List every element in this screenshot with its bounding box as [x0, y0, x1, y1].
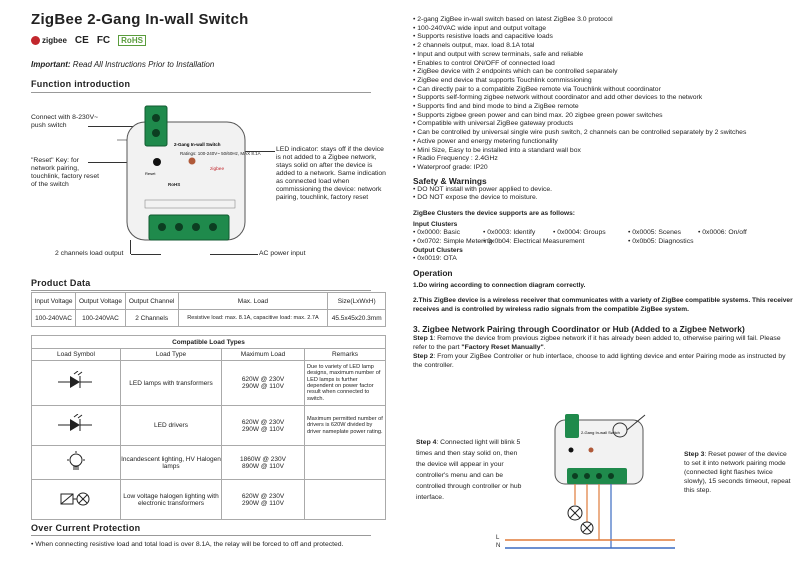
- table-header: Load Symbol: [32, 349, 121, 361]
- table-header: Load Type: [121, 349, 222, 361]
- table-cell: [222, 361, 305, 406]
- reset-key-label: "Reset" Key: for network pairing, touchlink, factory reset of the switch: [31, 157, 99, 188]
- list-item: • Supports find and bind mode to bind a ZigBee remote: [413, 103, 793, 112]
- wire-l-label: L: [496, 535, 500, 541]
- input-clusters-row: [413, 229, 793, 238]
- led-lamp-icon: [56, 371, 96, 393]
- table-header: Remarks: [305, 349, 386, 361]
- cluster-item: • 0x0019: OTA: [413, 255, 793, 264]
- step-text: : Reset power of the device to set it into network pairing mode (connected light flashes twice slowly), 15 seconds timeout, repeat this step.: [684, 451, 791, 494]
- list-item: • DO NOT expose the device to moisture.: [413, 194, 793, 203]
- table-header-row: [32, 293, 386, 310]
- table-cell: Low voltage halogen lighting with electronic transformers: [121, 480, 222, 520]
- table-header: Output Voltage: [76, 293, 126, 310]
- important-label: Important:: [31, 60, 71, 69]
- bulb-icon: [64, 450, 88, 474]
- table-cell: Due to variety of LED lamp designs, maximum number of LED lamps is further dependent on power factor result when connected to switch.: [305, 361, 386, 406]
- table-cell: 100-240VAC: [32, 310, 76, 327]
- list-item: • DO NOT install with power applied to device.: [413, 186, 793, 195]
- device-zigbee: zigbee: [210, 167, 225, 172]
- output-clusters-label: Output Clusters: [413, 247, 463, 255]
- led-indicator-label: LED indicator: stays off if the device is not added to a Zigbee network, stays solid on after the device is added to a network. Same indication as connected load when commissioning the device: network pairing, touchlink, factory reset: [276, 146, 386, 201]
- table-row: [32, 480, 386, 520]
- list-item: • Supports zigbee green power and can bind max. 20 zigbee green power switches: [413, 112, 793, 121]
- max-load: 620W @ 230V: [241, 492, 285, 500]
- table-cell: LED lamps with transformers: [121, 361, 222, 406]
- step-text: : Connected light will blink 5 times and then stay solid on, then the device will appear in your controller's menu and can be controlled through controller or hub interface.: [416, 439, 522, 501]
- leader-line: [130, 240, 131, 254]
- svg-text:2-Gang In-wall Switch: 2-Gang In-wall Switch: [581, 430, 620, 435]
- step-label: Step 4: [416, 439, 437, 446]
- table-cell: Maximum permitted number of drivers is 620W divided by driver nameplate power rating.: [305, 406, 386, 446]
- list-item: • Mini Size, Easy to be installed into a standard wall box: [413, 147, 793, 156]
- pairing-step-1: [413, 334, 793, 352]
- cluster-item: • 0x0003: Identify: [483, 229, 553, 238]
- list-item: • Radio Frequency : 2.4GHz: [413, 155, 793, 164]
- clusters-heading: ZigBee Clusters the device supports are as follows:: [413, 210, 575, 218]
- table-cell: [305, 446, 386, 480]
- important-text: Read All Instructions Prior to Installation: [70, 60, 215, 69]
- table-row: [32, 361, 386, 406]
- table-cell: LED drivers: [121, 406, 222, 446]
- list-item: • Waterproof grade: IP20: [413, 164, 793, 173]
- table-cell: [222, 446, 305, 480]
- table-row: [32, 406, 386, 446]
- led-driver-symbol: [32, 406, 121, 446]
- table-cell: 100-240VAC: [76, 310, 126, 327]
- cluster-item: • 0x0000: Basic: [413, 229, 483, 238]
- svg-text:2-Gang In-wall Switch: 2-Gang In-wall Switch: [174, 142, 221, 147]
- list-item: • Supports resistive loads and capacitive loads: [413, 33, 793, 42]
- step-label: Step 2: [413, 353, 434, 361]
- max-load: 620W @ 230V: [241, 418, 285, 426]
- product-data-heading: Product Data: [31, 278, 91, 288]
- cluster-item: • 0x0004: Groups: [553, 229, 628, 238]
- table-header-row: [32, 349, 386, 361]
- divider: [31, 92, 371, 93]
- table-row: [32, 446, 386, 480]
- input-clusters-label: Input Clusters: [413, 221, 458, 229]
- device-spec: Ratings: 100-240V~ 50/60Hz, MAX 8.1A: [180, 151, 261, 156]
- important-note: [31, 60, 214, 69]
- operation-step-1: 1.Do wiring according to connection diagram correctly.: [413, 282, 586, 290]
- table-cell: 2 Channels: [125, 310, 178, 327]
- operation-heading: Operation: [413, 268, 453, 279]
- right-column: [413, 16, 793, 370]
- pairing-heading: 3. Zigbee Network Pairing through Coordinator or Hub (Added to a Zigbee Network): [413, 324, 745, 335]
- page-title: ZigBee 2-Gang In-wall Switch: [31, 11, 249, 28]
- ac-input-label: AC power input: [259, 250, 306, 257]
- halogen-transformer-icon: [59, 488, 93, 510]
- certification-logos: [31, 35, 146, 46]
- cluster-item: • 0x0005: Scenes: [628, 229, 698, 238]
- step-label: Step 3: [684, 451, 705, 458]
- device-rohs: RoHS: [168, 182, 181, 187]
- max-load: 290W @ 110V: [242, 383, 284, 390]
- table-cell: 45.5x45x20.3mm: [328, 310, 386, 327]
- cluster-item: • 0x0006: On/off: [698, 229, 747, 238]
- ce-logo: CE: [74, 35, 89, 46]
- list-item: • Input and output with screw terminals, safe and reliable: [413, 51, 793, 60]
- max-load: 890W @ 110V: [242, 462, 284, 470]
- list-item: • Compatible with universal ZigBee gateway products: [413, 120, 793, 129]
- step-text: : From your ZigBee Controller or hub interface, choose to add lighting device and enter Pairing mode as instructed by the controller.: [413, 353, 786, 370]
- step-text: .: [543, 344, 546, 352]
- step-bold-text: "Factory Reset Manually": [461, 344, 544, 352]
- table-cell: [305, 480, 386, 520]
- list-item: • 2-gang ZigBee in-wall switch based on latest ZigBee 3.0 protocol: [413, 16, 793, 25]
- incandescent-symbol: [32, 446, 121, 480]
- zigbee-logo: [31, 36, 67, 45]
- operation-step-2: 2.This ZigBee device is a wireless receiver that communicates with a variety of ZigBee compatible systems. This receiver receives and is controlled by wireless radio signals from the compatible ZigBee system.: [413, 297, 793, 314]
- max-load: 290W @ 110V: [242, 499, 284, 507]
- over-current-text: • When connecting resistive load and total load is over 8.1A, the relay will be forced to off and protected.: [31, 541, 343, 550]
- fc-logo: FC: [96, 35, 111, 46]
- list-item: • Enables to control ON/OFF of connected load: [413, 60, 793, 69]
- table-header: Size(LxWxH): [328, 293, 386, 310]
- table-header: Output Channel: [125, 293, 178, 310]
- list-item: • ZigBee device with 2 endpoints which can be controlled separately: [413, 68, 793, 77]
- table-cell: [222, 480, 305, 520]
- table-header: Max. Load: [178, 293, 328, 310]
- leader-line: [131, 254, 161, 255]
- cluster-item: • 0x0b04: Electrical Measurement: [483, 238, 628, 247]
- list-item: • 2 channels output, max. load 8.1A total: [413, 42, 793, 51]
- table-row: [32, 310, 386, 327]
- push-switch-label: Connect with 8-230V~ push switch: [31, 114, 99, 129]
- table-caption-row: [32, 336, 386, 349]
- wire-n-label: N: [496, 543, 501, 549]
- zigbee-logo-text: zigbee: [42, 36, 67, 45]
- cluster-item: • 0x0702: Simple Metering: [413, 238, 483, 247]
- wiring-diagram: [495, 410, 680, 560]
- device-illustration: [117, 100, 252, 270]
- max-load: 290W @ 110V: [242, 425, 284, 433]
- table-header: Maximum Load: [222, 349, 305, 361]
- table-caption: Compatible Load Types: [32, 336, 386, 349]
- table-header: Input Voltage: [32, 293, 76, 310]
- table-cell: [222, 406, 305, 446]
- list-item: • Active power and energy metering functionality: [413, 138, 793, 147]
- divider: [31, 290, 371, 291]
- list-item: • ZigBee end device that supports Touchlink commissioning: [413, 77, 793, 86]
- load-output-label: 2 channels load output: [55, 250, 124, 257]
- over-current-heading: Over Current Protection: [31, 523, 141, 533]
- list-item: • Can directly pair to a compatible ZigBee remote via Touchlink without coordinator: [413, 86, 793, 95]
- list-item: • 100-240VAC wide input and output voltage: [413, 25, 793, 34]
- halogen-transformer-symbol: [32, 480, 121, 520]
- step-label: Step 1: [413, 335, 434, 343]
- zigbee-icon: [31, 36, 40, 45]
- svg-text:Reset: Reset: [145, 171, 156, 176]
- step-text: : Remove the device from previous zigbee network if it has already been added to, otherwise pairing will fail. Please refer to the part: [413, 335, 781, 352]
- safety-heading: Safety & Warnings: [413, 175, 487, 186]
- cluster-item: • 0x0b05: Diagnostics: [628, 238, 694, 247]
- table-cell: Incandescent lighting, HV Halogen lamps: [121, 446, 222, 480]
- divider: [31, 535, 371, 536]
- rohs-logo: RoHS: [118, 35, 146, 46]
- max-load: 620W @ 230V: [241, 376, 285, 383]
- max-load: 1860W @ 230V: [240, 455, 286, 463]
- load-types-table: [31, 335, 386, 520]
- pairing-step-3: [684, 450, 794, 495]
- input-clusters-row: [413, 238, 793, 247]
- led-transformer-symbol: [32, 361, 121, 406]
- list-item: • Can be controlled by universal single wire push switch, 2 channels can be controlled separately by 2 switches: [413, 129, 793, 138]
- pairing-step-2: [413, 352, 793, 370]
- feature-list: [413, 16, 793, 173]
- list-item: • Supports self-forming zigbee network without coordinator and add other devices to the network: [413, 94, 793, 103]
- leader-line: [210, 254, 258, 255]
- table-cell: Resistive load: max. 8.1A, capacitive load: max. 2.7A: [178, 310, 328, 327]
- product-data-table: [31, 292, 386, 327]
- led-driver-icon: [56, 414, 96, 436]
- function-intro-heading: Function introduction: [31, 79, 131, 89]
